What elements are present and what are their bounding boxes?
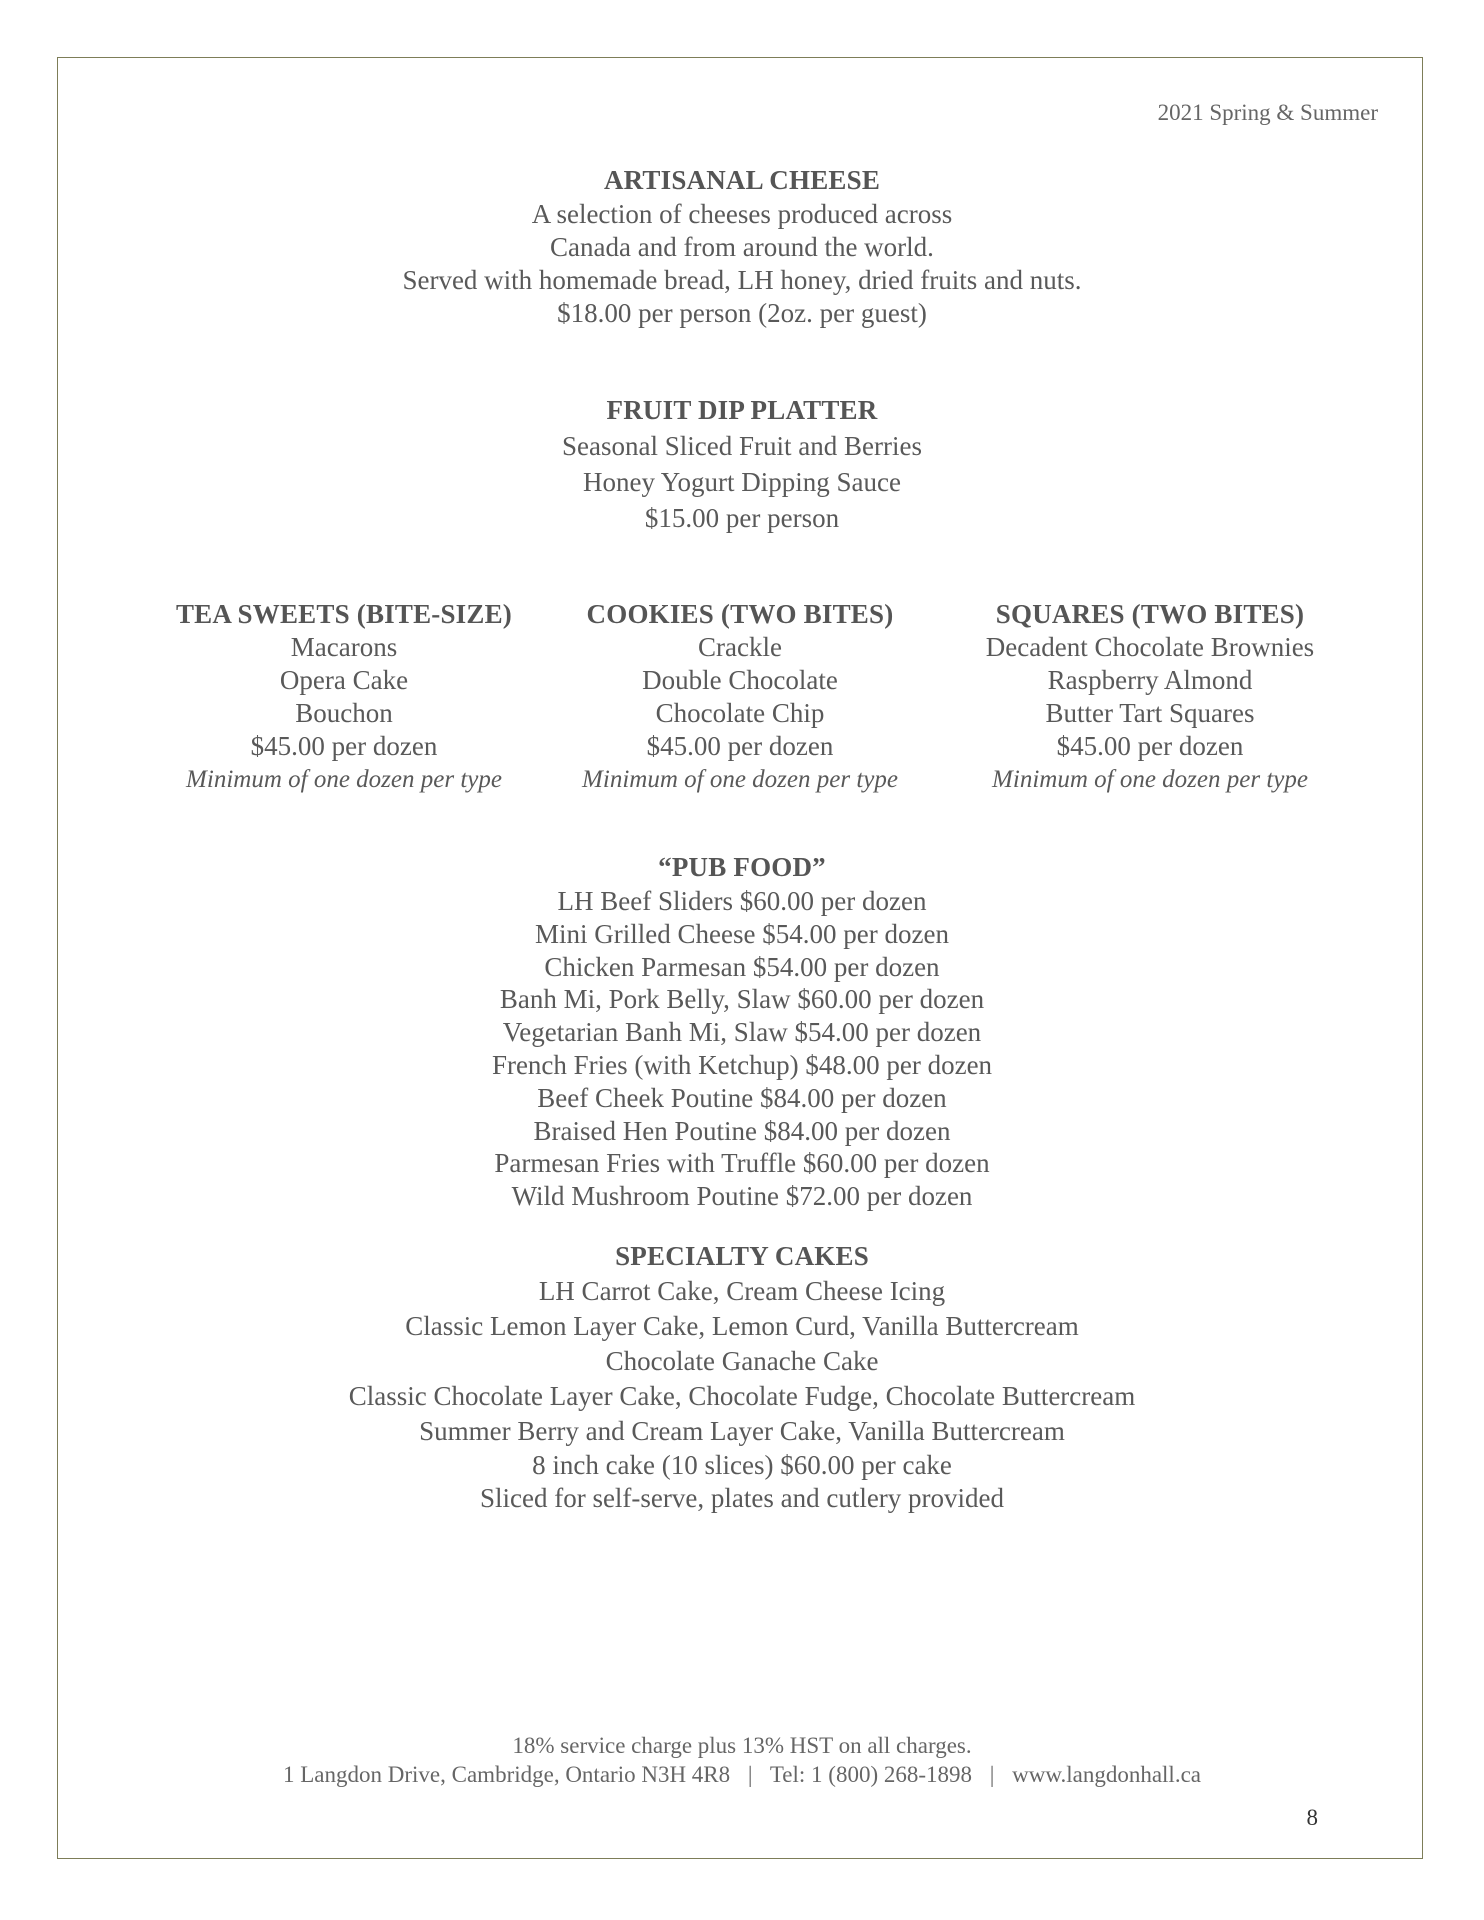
tea-sweets-item: Macarons bbox=[290, 632, 398, 662]
specialty-cakes-item: Summer Berry and Cream Layer Cake, Vanilla Buttercream bbox=[419, 1416, 1065, 1446]
specialty-cakes-price: 8 inch cake (10 slices) $60.00 per cake bbox=[532, 1450, 952, 1480]
pub-food-item: Wild Mushroom Poutine $72.00 per dozen bbox=[511, 1181, 973, 1212]
pub-food-section bbox=[0, 849, 1484, 1213]
cookies-section bbox=[560, 597, 920, 797]
fruit-dip-line: Honey Yogurt Dipping Sauce bbox=[583, 467, 901, 497]
squares-section bbox=[960, 597, 1340, 797]
pub-food-item: Chicken Parmesan $54.00 per dozen bbox=[544, 951, 940, 982]
cookies-title: COOKIES (TWO BITES) bbox=[586, 599, 894, 629]
tea-sweets-item: Bouchon bbox=[295, 698, 393, 728]
artisanal-cheese-line: Canada and from around the world. bbox=[550, 232, 934, 262]
tea-sweets-item: Opera Cake bbox=[279, 665, 409, 695]
pub-food-item: French Fries (with Ketchup) $48.00 per dozen bbox=[491, 1049, 993, 1080]
pub-food-item: LH Beef Sliders $60.00 per dozen bbox=[557, 886, 927, 916]
specialty-cakes-section bbox=[0, 1238, 1484, 1515]
artisanal-cheese-price: $18.00 per person (2oz. per guest) bbox=[557, 298, 927, 328]
pub-food-item: Mini Grilled Cheese $54.00 per dozen bbox=[535, 918, 949, 949]
artisanal-cheese-title: ARTISANAL CHEESE bbox=[603, 165, 881, 195]
squares-note: Minimum of one dozen per type bbox=[992, 766, 1308, 793]
tea-sweets-note: Minimum of one dozen per type bbox=[186, 766, 502, 793]
cookies-item: Crackle bbox=[698, 632, 782, 662]
specialty-cakes-note: Sliced for self-serve, plates and cutlery provided bbox=[479, 1483, 1005, 1513]
cookies-item: Double Chocolate bbox=[642, 665, 838, 695]
page-number: 8 bbox=[1306, 1805, 1318, 1830]
pub-food-item: Braised Hen Poutine $84.00 per dozen bbox=[533, 1115, 951, 1146]
pub-food-item: Parmesan Fries with Truffle $60.00 per dozen bbox=[494, 1148, 990, 1179]
pub-food-item: Vegetarian Banh Mi, Slaw $54.00 per dozen bbox=[502, 1017, 982, 1048]
cookies-item: Chocolate Chip bbox=[655, 698, 825, 728]
specialty-cakes-item: LH Carrot Cake, Cream Cheese Icing bbox=[538, 1276, 946, 1306]
fruit-dip-section bbox=[0, 392, 1484, 536]
tea-sweets-title: TEA SWEETS (BITE-SIZE) bbox=[175, 599, 513, 629]
fruit-dip-price: $15.00 per person bbox=[644, 503, 840, 533]
phone-number[interactable]: Tel: 1 (800) 268-1898 bbox=[769, 1762, 973, 1787]
service-charge-note: 18% service charge plus 13% HST on all charges. bbox=[512, 1733, 972, 1758]
fruit-dip-title: FRUIT DIP PLATTER bbox=[606, 395, 878, 425]
pub-food-item: Beef Cheek Poutine $84.00 per dozen bbox=[537, 1082, 947, 1113]
specialty-cakes-item: Classic Lemon Layer Cake, Lemon Curd, Vanilla Buttercream bbox=[405, 1311, 1079, 1341]
specialty-cakes-title: SPECIALTY CAKES bbox=[615, 1241, 869, 1271]
pub-food-title: “PUB FOOD” bbox=[658, 852, 826, 882]
season-label: 2021 Spring & Summer bbox=[1157, 100, 1378, 125]
cookies-price: $45.00 per dozen bbox=[646, 731, 834, 761]
squares-item: Butter Tart Squares bbox=[1045, 698, 1255, 728]
separator: | bbox=[989, 1762, 995, 1787]
fruit-dip-line: Seasonal Sliced Fruit and Berries bbox=[562, 431, 922, 461]
address: 1 Langdon Drive, Cambridge, Ontario N3H 4R8 bbox=[283, 1762, 731, 1787]
squares-title: SQUARES (TWO BITES) bbox=[995, 599, 1305, 629]
squares-item: Decadent Chocolate Brownies bbox=[985, 632, 1315, 662]
squares-price: $45.00 per dozen bbox=[1056, 731, 1244, 761]
website-link[interactable]: www.langdonhall.ca bbox=[1012, 1762, 1201, 1787]
squares-item: Raspberry Almond bbox=[1047, 665, 1253, 695]
cookies-note: Minimum of one dozen per type bbox=[582, 766, 898, 793]
contact-line bbox=[0, 1762, 1484, 1788]
artisanal-cheese-line: A selection of cheeses produced across bbox=[531, 199, 953, 229]
pub-food-item: Banh Mi, Pork Belly, Slaw $60.00 per dozen bbox=[499, 984, 985, 1015]
artisanal-cheese-section bbox=[0, 162, 1484, 330]
specialty-cakes-item: Chocolate Ganache Cake bbox=[605, 1346, 879, 1376]
specialty-cakes-item: Classic Chocolate Layer Cake, Chocolate Fudge, Chocolate Buttercream bbox=[348, 1381, 1136, 1411]
tea-sweets-price: $45.00 per dozen bbox=[250, 731, 438, 761]
separator: | bbox=[747, 1762, 753, 1787]
artisanal-cheese-line: Served with homemade bread, LH honey, dried fruits and nuts. bbox=[402, 265, 1082, 295]
tea-sweets-section bbox=[144, 597, 544, 797]
